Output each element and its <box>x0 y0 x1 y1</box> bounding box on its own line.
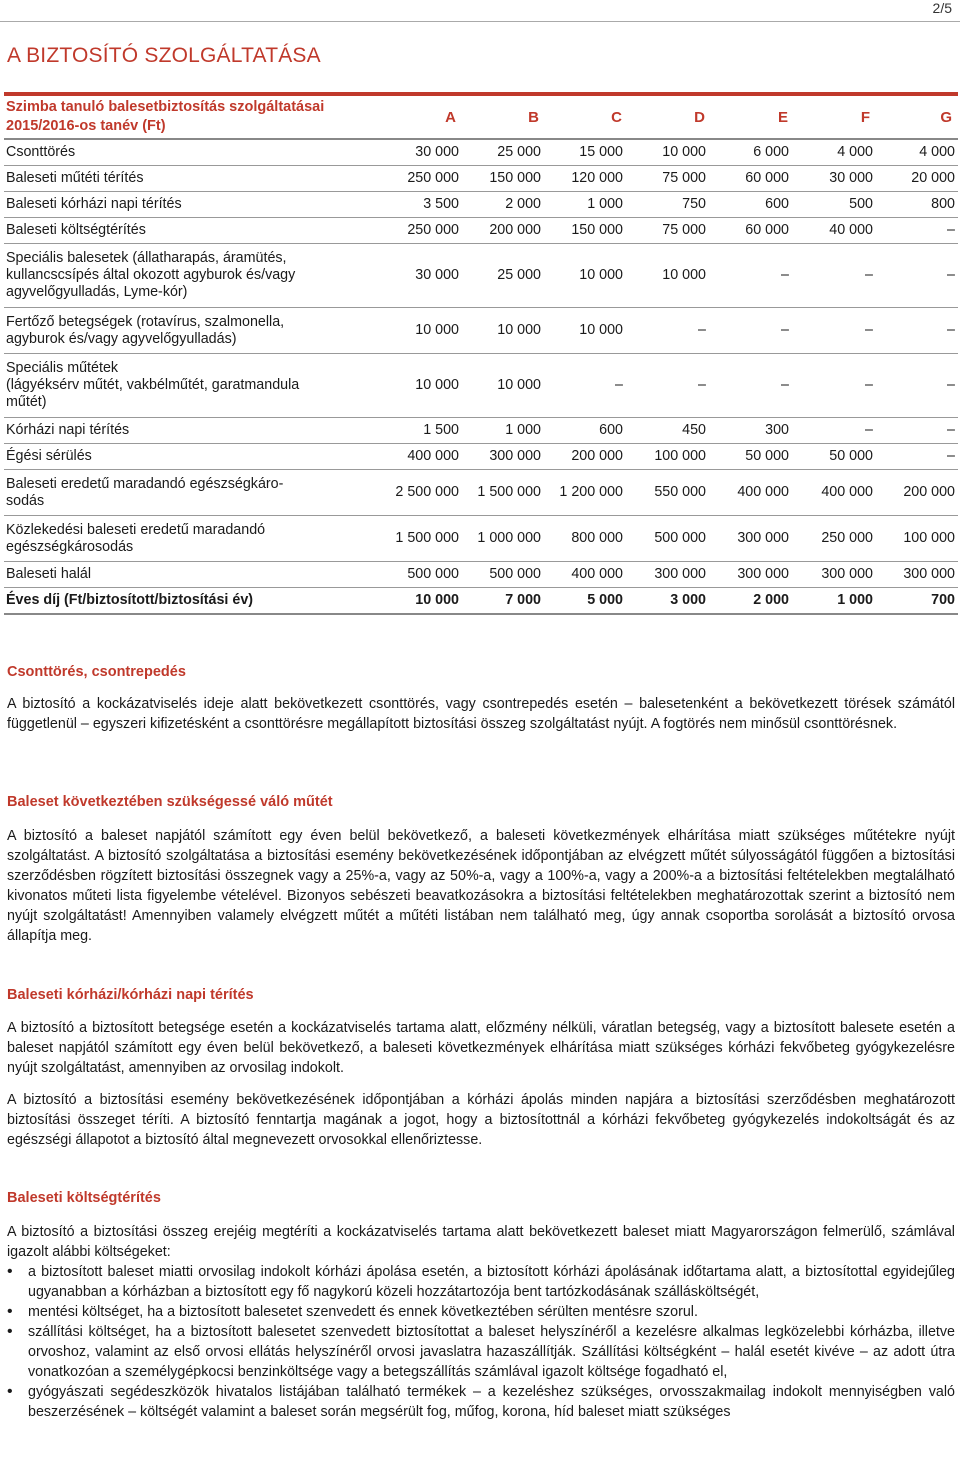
cell-value: 75 000 <box>628 218 711 244</box>
cell-value: 2 000 <box>711 588 794 615</box>
row-label-line: Speciális műtétek <box>6 360 119 376</box>
cell-value: 30 000 <box>380 139 462 166</box>
row-label <box>4 588 380 615</box>
cell-value: 1 200 000 <box>545 470 628 516</box>
section-text-csonttores: A biztosító a kockázatviselés ideje alatt bekövetkezett csonttörés, vagy csontrepedés esetén – balesetenként a bekövetkezett törések számától függetlenül – egyszeri kifizetésként a csonttörésre megállapított biztosítási összeg szolgáltatást nyújt. A fogtörés nem minősül csonttörésnek. <box>7 696 955 732</box>
row-label-line: Baleseti költségtérítés <box>6 222 146 238</box>
section-text-koltseg: A biztosító a biztosítási összeg erejéig megtéríti a kockázatviselés tartama alatt bekövetkezett baleset miatt Magyarországon felmerülő, számlával igazolt alábbi költségeket: <box>7 1224 955 1260</box>
cell-value: 50 000 <box>794 444 876 470</box>
cell-value: 300 <box>711 418 794 444</box>
cell-value: 1 000 000 <box>462 516 545 562</box>
cell-value: 10 000 <box>380 308 462 354</box>
cell-value: – <box>876 444 958 470</box>
cell-value: 250 000 <box>380 218 462 244</box>
table-row <box>4 588 958 615</box>
cell-value: 500 000 <box>462 562 545 588</box>
row-label-line: Éves díj (Ft/biztosított/biztosítási év) <box>6 592 254 608</box>
cell-value: 40 000 <box>794 218 876 244</box>
table-row <box>4 308 958 354</box>
cell-value: 1 500 <box>380 418 462 444</box>
cell-value: 150 000 <box>545 218 628 244</box>
cell-value: – <box>628 308 711 354</box>
column-header-c: C <box>545 96 628 139</box>
column-header-d: D <box>628 96 711 139</box>
cell-value: 200 000 <box>462 218 545 244</box>
row-label-line: egészségkárosodás <box>6 538 134 555</box>
cell-value: 10 000 <box>380 588 462 615</box>
row-label-line: Baleseti eredetű maradandó egészségkáro- <box>6 475 284 492</box>
column-header-b: B <box>462 96 545 139</box>
section-title-koltseg: Baleseti költségtérítés <box>7 1190 161 1206</box>
cell-value: – <box>876 308 958 354</box>
cell-value: 60 000 <box>711 166 794 192</box>
cell-value: 10 000 <box>545 244 628 308</box>
row-label-line: Speciális balesetek (állatharapás, áramütés, <box>6 250 287 266</box>
cell-value: 300 000 <box>876 562 958 588</box>
cell-value: – <box>794 418 876 444</box>
cell-value: – <box>794 308 876 354</box>
row-label <box>4 218 380 244</box>
row-label-line: Baleseti műtéti térítés <box>6 170 144 186</box>
cell-value: – <box>876 418 958 444</box>
table-row <box>4 354 958 418</box>
table-row <box>4 562 958 588</box>
row-label <box>4 308 380 354</box>
cell-value: 400 000 <box>794 470 876 516</box>
cell-value: 10 000 <box>628 139 711 166</box>
row-label-line: Égési sérülés <box>6 448 92 464</box>
cell-value: – <box>876 244 958 308</box>
table-header-row <box>4 96 958 139</box>
table-row <box>4 244 958 308</box>
section-title-csonttores: Csonttörés, csontrepedés <box>7 664 186 680</box>
cell-value: 20 000 <box>876 166 958 192</box>
cell-value: 10 000 <box>380 354 462 418</box>
cell-value: 800 <box>876 192 958 218</box>
cell-value: 2 500 000 <box>380 470 462 516</box>
row-label-line: Kórházi napi térítés <box>6 422 130 438</box>
cell-value: 30 000 <box>380 244 462 308</box>
cell-value: 450 <box>628 418 711 444</box>
cell-value: – <box>545 354 628 418</box>
table-header-label-line: 2015/2016-os tanév (Ft) <box>6 118 166 134</box>
cell-value: 7 000 <box>462 588 545 615</box>
row-label <box>4 444 380 470</box>
cell-value: 800 000 <box>545 516 628 562</box>
list-item: • gyógyászati segédeszközök hivatalos listájában található termékek – a kezeléshez szükséges, orvosszakmailag indokolt mennyiségben való beszerzésének – költségét valamint a baleset során megsérült fog, műfog, korona, híd baleset miatt szükséges <box>7 1382 955 1422</box>
table-row <box>4 139 958 166</box>
cell-value: 100 000 <box>628 444 711 470</box>
table-row <box>4 516 958 562</box>
cell-value: 200 000 <box>545 444 628 470</box>
cell-value: 1 000 <box>545 192 628 218</box>
table-row <box>4 470 958 516</box>
cell-value: – <box>794 354 876 418</box>
cell-value: 5 000 <box>545 588 628 615</box>
row-label-line: agyburok és/vagy agyvelőgyulladás) <box>6 330 237 347</box>
cell-value: 60 000 <box>711 218 794 244</box>
row-label-line: Fertőző betegségek (rotavírus, szalmonella, <box>6 313 285 330</box>
cell-value: 3 000 <box>628 588 711 615</box>
table-row <box>4 444 958 470</box>
cell-value: 25 000 <box>462 244 545 308</box>
cell-value: – <box>711 354 794 418</box>
row-label <box>4 244 380 308</box>
cell-value: – <box>794 244 876 308</box>
row-label-line: sodás <box>6 492 45 509</box>
cell-value: 750 <box>628 192 711 218</box>
column-header-e: E <box>711 96 794 139</box>
table-body <box>4 139 958 614</box>
row-label <box>4 562 380 588</box>
row-label-line: Baleseti kórházi napi térítés <box>6 196 182 212</box>
cell-value: 75 000 <box>628 166 711 192</box>
cell-value: 120 000 <box>545 166 628 192</box>
cell-value: 10 000 <box>462 308 545 354</box>
cell-value: 1 500 000 <box>380 516 462 562</box>
column-header-f: F <box>794 96 876 139</box>
cell-value: 500 <box>794 192 876 218</box>
row-label <box>4 418 380 444</box>
table-row <box>4 418 958 444</box>
row-label <box>4 470 380 516</box>
row-label-line: Közlekedési baleseti eredetű maradandó <box>6 521 266 538</box>
section-title-mutet: Baleset következtében szükségessé váló műtét <box>7 794 333 810</box>
cell-value: 200 000 <box>876 470 958 516</box>
benefits-table-container <box>4 92 958 615</box>
cell-value: 50 000 <box>711 444 794 470</box>
row-label-line: (lágyéksérv műtét, vakbélműtét, garatmandula <box>6 377 300 393</box>
cell-value: 3 500 <box>380 192 462 218</box>
cell-value: 150 000 <box>462 166 545 192</box>
table-header-label-line: Szimba tanuló balesetbiztosítás szolgáltatásai <box>6 99 325 115</box>
cell-value: 4 000 <box>794 139 876 166</box>
row-label <box>4 516 380 562</box>
section-text-korhazi-2: A biztosító a biztosítási esemény bekövetkezésének időpontjában a kórházi ápolás minden napjára a biztosítási szerződésben meghatározott biztosítási összeget téríti. A biztosító fenntartja magának a jogot, hogy a biztosítottnál a kórházi fekvőbeteg gyógykezelés indokoltságát és az egészségi állapotot a biztosító által megnevezett orvosokkal ellenőriztesse. <box>7 1092 955 1148</box>
cell-value: 600 <box>545 418 628 444</box>
table-row <box>4 218 958 244</box>
cell-value: 250 000 <box>794 516 876 562</box>
cell-value: 4 000 <box>876 139 958 166</box>
benefits-table <box>4 96 958 615</box>
cell-value: 1 500 000 <box>462 470 545 516</box>
section-title-korhazi: Baleseti kórházi/kórházi napi térítés <box>7 987 254 1003</box>
cell-value: 1 000 <box>462 418 545 444</box>
table-header-label <box>4 96 380 139</box>
section-text-korhazi-1: A biztosító a biztosított betegsége esetén a kockázatviselés tartama alatt, előzmény nélküli, váratlan betegség, vagy a biztosított balesete esetén a baleset napjától számított egy éven belül bekövetkező, a baleseti következmények elhárítása miatt szükséges kórházi fekvőbeteg gyógykezelésre nyújt szolgáltatást, amennyiben az orvosilag indokolt. <box>7 1020 955 1076</box>
cell-value: – <box>876 218 958 244</box>
list-item: • mentési költséget, ha a biztosított balesetet szenvedett és ennek következtében sérülten mentésre szorul. <box>7 1302 955 1322</box>
cell-value: 1 000 <box>794 588 876 615</box>
cell-value: 10 000 <box>462 354 545 418</box>
column-header-g: G <box>876 96 958 139</box>
cell-value: 300 000 <box>711 562 794 588</box>
cell-value: 500 000 <box>380 562 462 588</box>
section-text-mutet: A biztosító a baleset napjától számított egy éven belül bekövetkező, a baleseti következmények elhárítása miatt szükséges műtétekre nyújt szolgáltatást. A biztosító szolgáltatása a biztosítási esemény bekövetkezésének időpontjában az elvégzett műtét súlyosságától függően a biztosítási szerződésben rögzített biztosítási összegnek vagy a 25%-a, vagy az 50%-a, vagy a 100%-a, vagy a 200%-a a biztosítási feltételekben megtalálható kivonatos műteti lista figyelembe vételével. Bizonyos sebészeti beavatkozásokra a biztosítási feltételekben meghatározottak szerint a biztosító nem nyújt szolgáltatást! Amennyiben valamely elvégzett műtét a műtéti listában nem található meg, úgy annak csoportba sorolását a biztosító orvosa állapítja meg. <box>7 828 955 944</box>
row-label-line: agyvelőgyulladás, Lyme-kór) <box>6 284 188 300</box>
row-label <box>4 166 380 192</box>
page-title: A BIZTOSÍTÓ SZOLGÁLTATÁSA <box>7 44 321 67</box>
cell-value: 300 000 <box>711 516 794 562</box>
cell-value: 10 000 <box>628 244 711 308</box>
list-item: • szállítási költséget, ha a biztosított balesetet szenvedett biztosítottat a baleset helyszínéről a kezelésre alkalmas legközelebbi kórházba, illetve orvoshoz, valamint az első orvosi ellátás helyszínéről orvosi javaslatra hazaszállítják. Szállítási költségként – halál esetét kivéve – az adott útra vonatkozóan a személygépkocsi benzinköltsége vagy a betegszállítás számlával igazolt költsége fogadható el, <box>7 1322 955 1382</box>
cell-value: 500 000 <box>628 516 711 562</box>
column-header-a: A <box>380 96 462 139</box>
cell-value: 30 000 <box>794 166 876 192</box>
row-label <box>4 139 380 166</box>
cell-value: 2 000 <box>462 192 545 218</box>
row-label-line: Baleseti halál <box>6 566 92 582</box>
cell-value: 250 000 <box>380 166 462 192</box>
cell-value: 550 000 <box>628 470 711 516</box>
table-row <box>4 166 958 192</box>
row-label <box>4 192 380 218</box>
cell-value: 400 000 <box>711 470 794 516</box>
cell-value: 300 000 <box>628 562 711 588</box>
cell-value: 600 <box>711 192 794 218</box>
table-row <box>4 192 958 218</box>
cell-value: – <box>711 308 794 354</box>
cell-value: 6 000 <box>711 139 794 166</box>
cell-value: 300 000 <box>794 562 876 588</box>
cell-value: 10 000 <box>545 308 628 354</box>
header-divider <box>0 21 960 22</box>
cell-value: 15 000 <box>545 139 628 166</box>
cell-value: 100 000 <box>876 516 958 562</box>
page-number: 2/5 <box>932 0 952 16</box>
cell-value: 25 000 <box>462 139 545 166</box>
row-label-line: műtét) <box>6 394 47 410</box>
row-label <box>4 354 380 418</box>
cell-value: 300 000 <box>462 444 545 470</box>
cell-value: 700 <box>876 588 958 615</box>
cell-value: 400 000 <box>380 444 462 470</box>
cell-value: – <box>628 354 711 418</box>
cell-value: – <box>711 244 794 308</box>
row-label-line: kullancscsípés által okozott agyburok és/vagy <box>6 267 296 283</box>
cost-bullet-list <box>7 1262 955 1422</box>
list-item: • a biztosított baleset miatti orvosilag indokolt kórházi ápolása esetén, a biztosított kórházi ápolásának időtartama alatt, a biztosítottal egyidejűleg ugyanabban a kórházban a biztosított egy fő nagykorú közeli hozzátartozója bent tartózkodásának szállásköltségét, <box>7 1262 955 1302</box>
cell-value: – <box>876 354 958 418</box>
row-label-line: Csonttörés <box>6 144 76 160</box>
cell-value: 400 000 <box>545 562 628 588</box>
